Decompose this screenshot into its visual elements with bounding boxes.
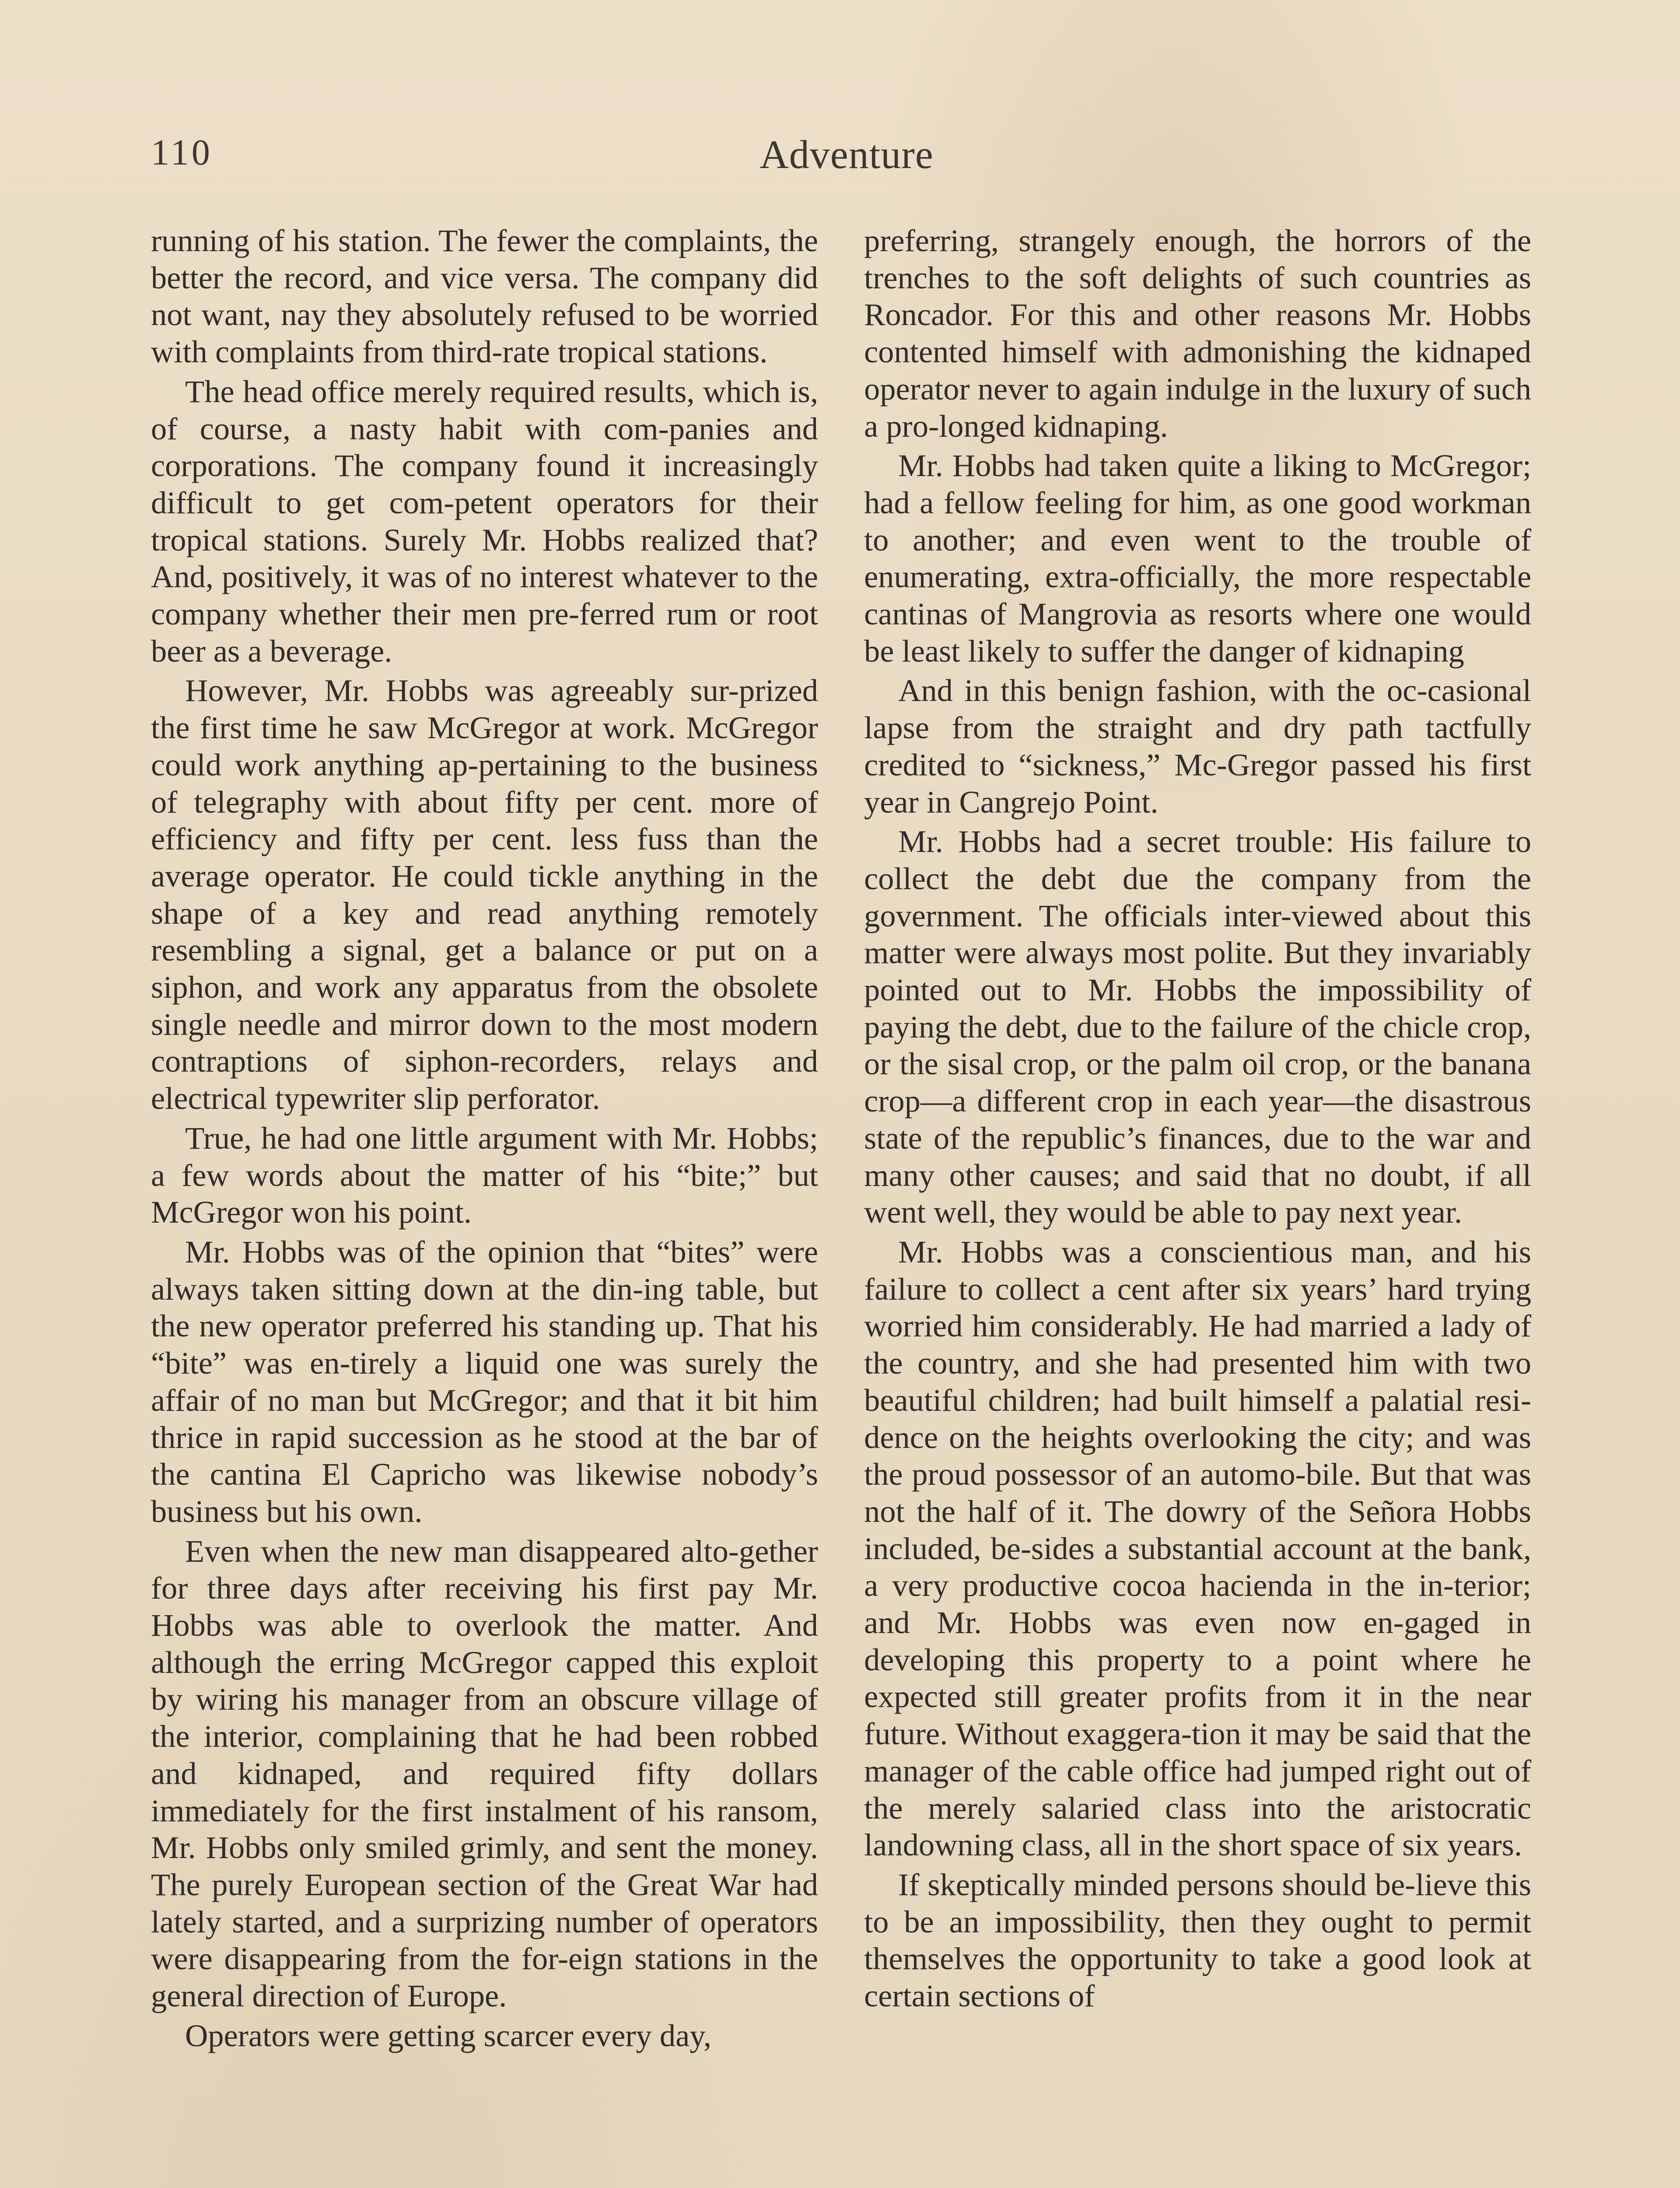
paragraph: Even when the new man disappeared alto-gether for three days after receiving his first pay Mr. Hobbs was able to overlook the matter. And although the erring McGregor capped this exploit by wiring his manager from an obscure village of the interior, complaining that he had been robbed and kidnaped, and required fifty dollars immediately for the first instalment of his ransom, Mr. Hobbs only smiled grimly, and sent the money. The purely European section of the Great War had lately started, and a surprizing number of operators were disappearing from the for-eign stations in the general direction of Europe. <box>151 1533 818 2014</box>
paragraph: Mr. Hobbs was a conscientious man, and his failure to collect a cent after six years’ hard trying worried him considerably. He had married a lady of the country, and she had presented him with two beautiful children; had built himself a palatial resi-dence on the heights overlooking the city; and was the proud possessor of an automo-bile. But that was not the half of it. The dowry of the Señora Hobbs included, be-sides a substantial account at the bank, a very productive cocoa hacienda in the in-terior; and Mr. Hobbs was even now en-gaged in developing this property to a point where he expected still greater profits from it in the near future. Without exaggera-tion it may be said that the manager of the cable office had jumped right out of the merely salaried class into the aristocratic landowning class, all in the short space of six years. <box>864 1234 1531 1863</box>
paragraph: Operators were getting scarcer every day, <box>185 2017 712 2053</box>
page-number: 110 <box>151 132 213 173</box>
page-header <box>151 131 1542 184</box>
paragraph: True, he had one little argument with Mr. Hobbs; a few words about the matter of his “bite;” but McGregor won his point. <box>151 1120 818 1230</box>
paragraph: And in this benign fashion, with the oc-casional lapse from the straight and dry path tactfully credited to “sickness,” Mc-Gregor passed his first year in Cangrejo Point. <box>864 673 1531 820</box>
paragraph: Mr. Hobbs had taken quite a liking to McGregor; had a fellow feeling for him, as one good workman to another; and even went to the trouble of enumerating, extra-officially, the more respectable cantinas of Mangrovia as resorts where one would be least likely to suffer the danger of kidnaping <box>864 448 1531 669</box>
paragraph: If skeptically minded persons should be-lieve this to be an impossibility, then they ought to permit themselves the opportunity to take a good look at certain sections of <box>864 1866 1531 2014</box>
running-title: Adventure <box>760 132 934 177</box>
paragraph: Mr. Hobbs had a secret trouble: His failure to collect the debt due the company from the government. The officials inter-viewed about this matter were always most polite. But they invariably pointed out to Mr. Hobbs the impossibility of paying the debt, due to the failure of the chicle crop, or the sisal crop, or the palm oil crop, or the banana crop—a different crop in each year—the disastrous state of the republic’s finances, due to the war and many other causes; and said that no doubt, if all went well, they would be able to pay next year. <box>864 824 1531 1230</box>
left-column <box>151 222 818 2054</box>
paragraph: However, Mr. Hobbs was agreeably sur-prized the first time he saw McGregor at work. McGregor could work anything ap-pertaining to the business of telegraphy with about fifty per cent. more of efficiency and fifty per cent. less fuss than the average operator. He could tickle anything in the shape of a key and read anything remotely resembling a signal, get a balance or put on a siphon, and work any apparatus from the obsolete single needle and mirror down to the most modern contraptions of siphon-recorders, relays and electrical typewriter slip perforator. <box>151 673 818 1116</box>
paragraph: running of his station. The fewer the complaints, the better the record, and vice versa. The company did not want, nay they absolutely refused to be worried with complaints from third-rate tropical stations. <box>151 223 818 370</box>
paragraph: The head office merely required results, which is, of course, a nasty habit with com-panies and corporations. The company found it increasingly difficult to get com-petent operators for their tropical stations. Surely Mr. Hobbs realized that? And, positively, it was of no interest whatever to the company whether their men pre-ferred rum or root beer as a beverage. <box>151 373 818 669</box>
right-column <box>864 222 1531 2015</box>
paragraph: preferring, strangely enough, the horrors of the trenches to the soft delights of such countries as Roncador. For this and other reasons Mr. Hobbs contented himself with admonishing the kidnaped operator never to again indulge in the luxury of such a pro-longed kidnaping. <box>864 223 1531 444</box>
paragraph: Mr. Hobbs was of the opinion that “bites” were always taken sitting down at the din-ing table, but the new operator preferred his standing up. That his “bite” was en-tirely a liquid one was surely the affair of no man but McGregor; and that it bit him thrice in rapid succession as he stood at the bar of the cantina El Capricho was likewise nobody’s business but his own. <box>151 1234 818 1529</box>
